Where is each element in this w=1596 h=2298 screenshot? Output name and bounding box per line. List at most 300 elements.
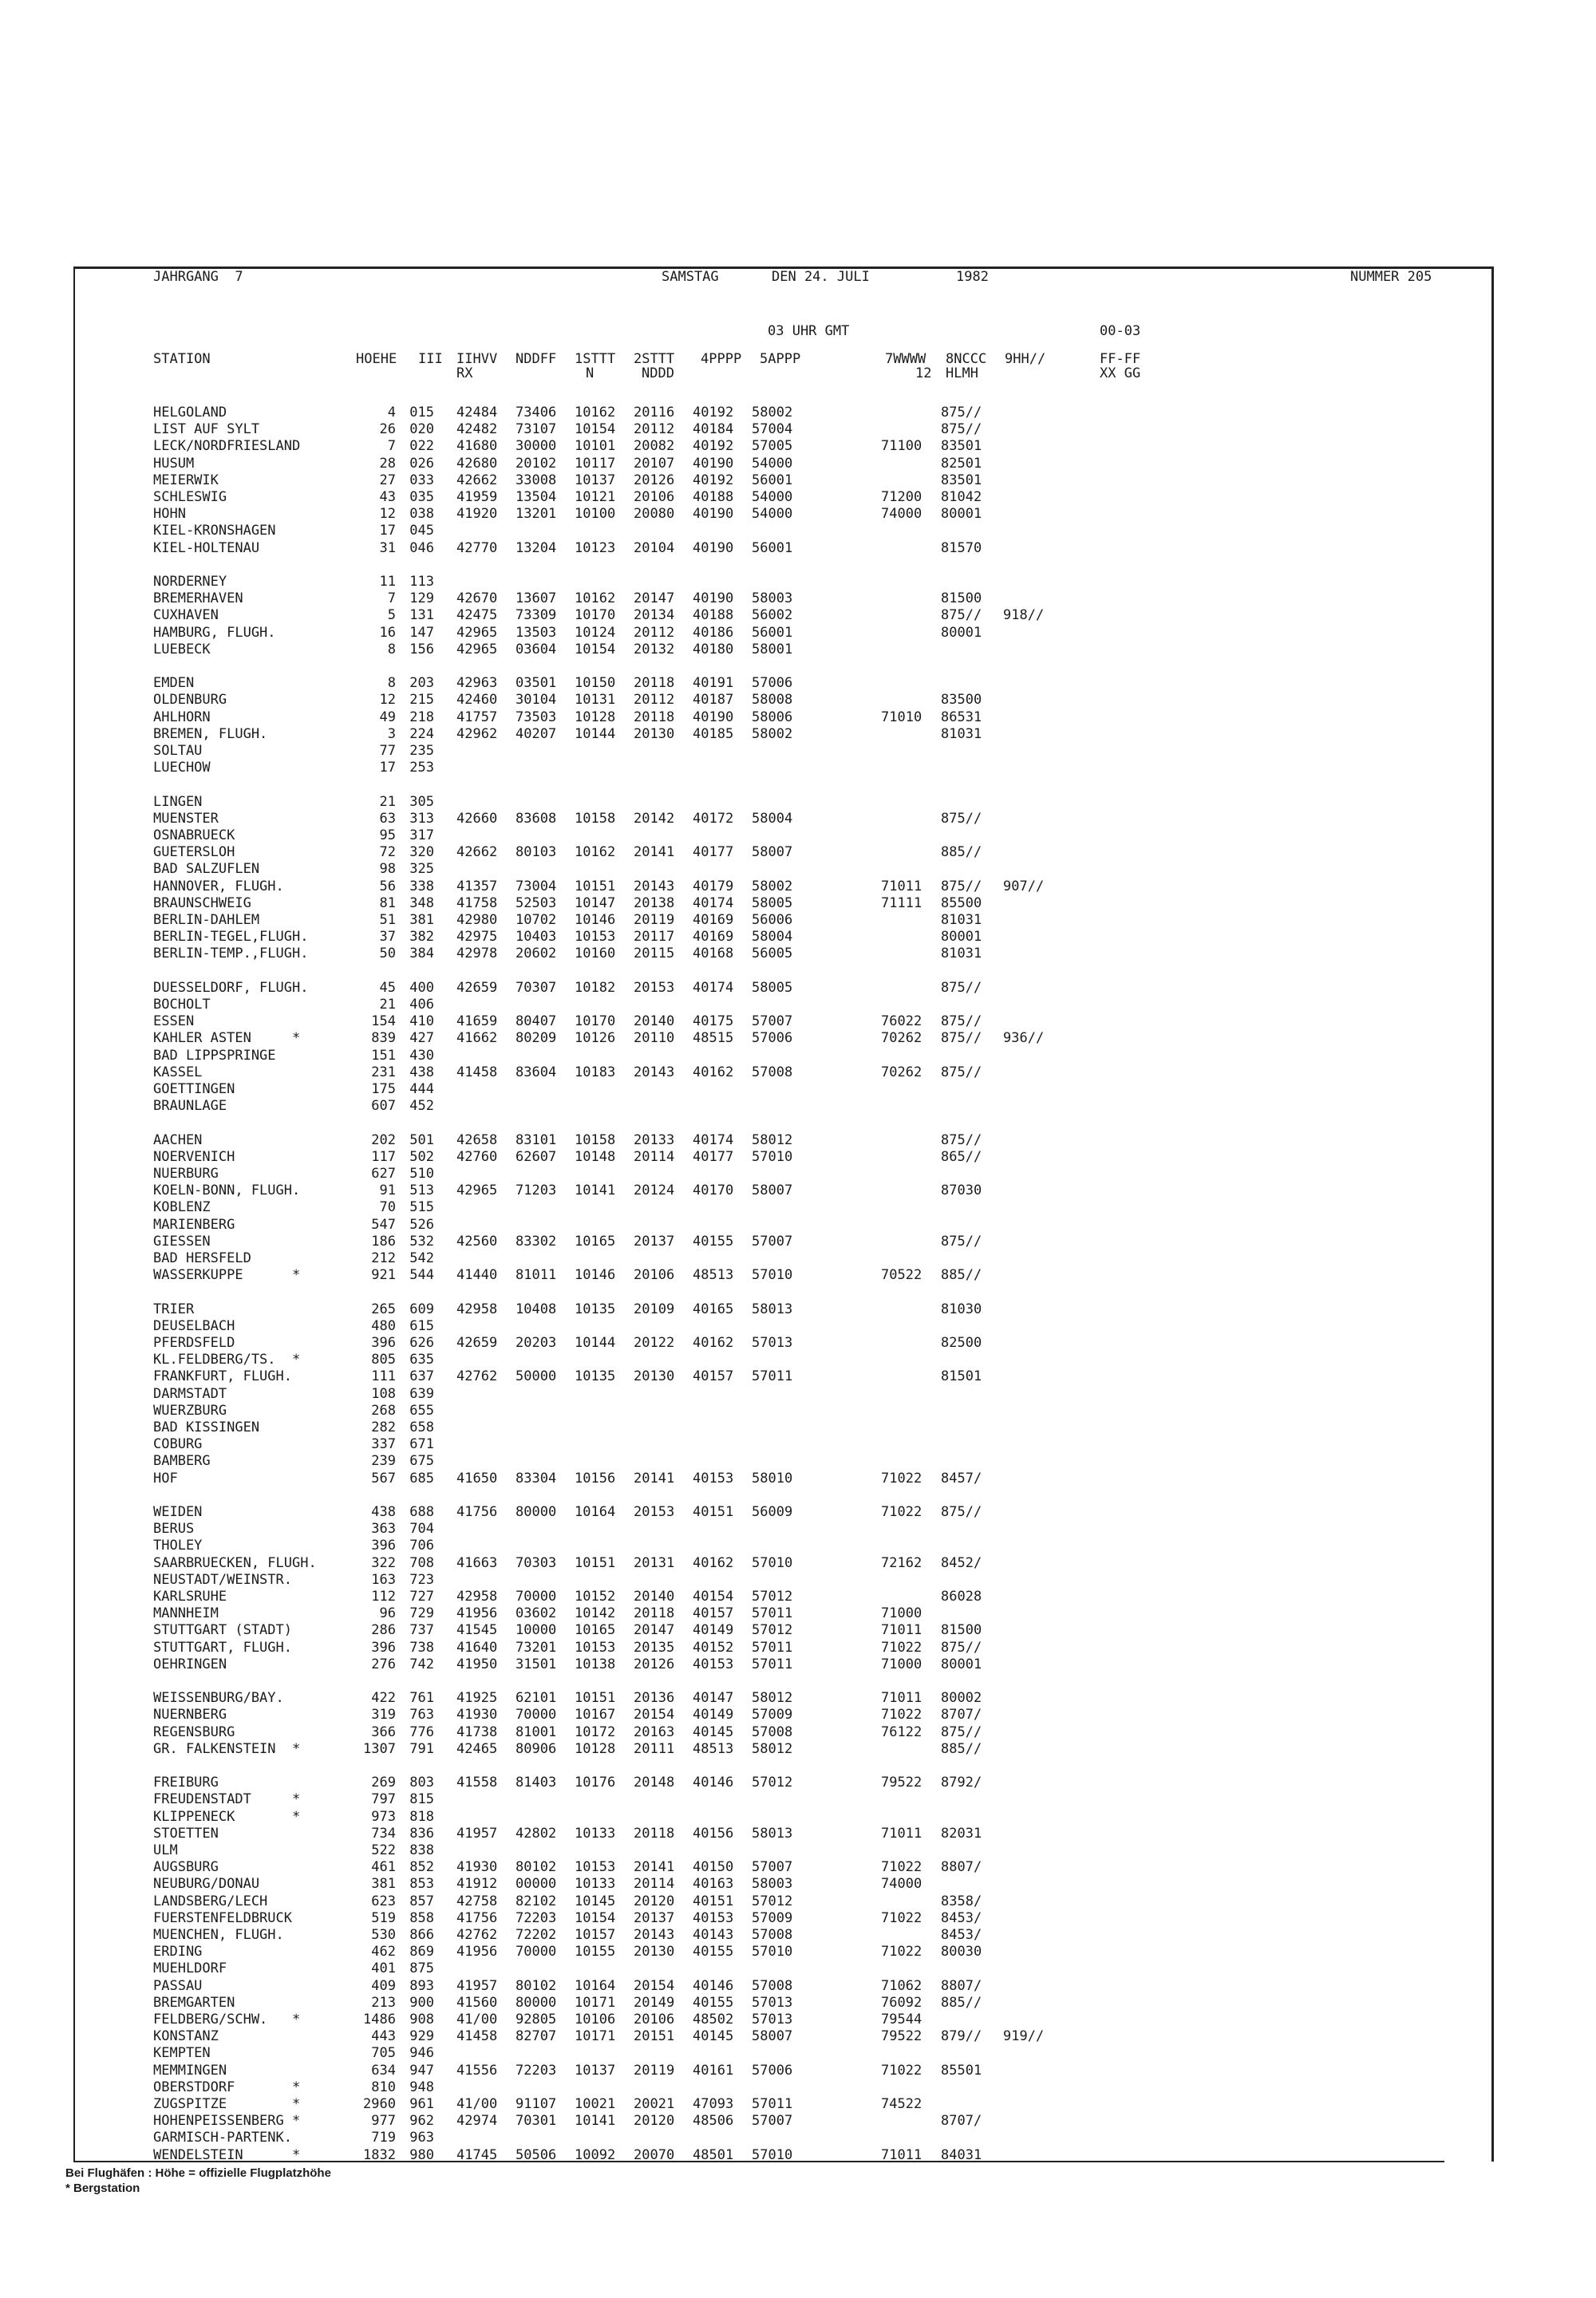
table-row	[75, 1199, 1495, 1216]
nddff-value: 30000	[516, 438, 557, 455]
sttt2-value: 20082	[634, 438, 675, 455]
station-name: BREMERHAVEN	[153, 590, 243, 607]
table-row	[75, 1589, 1495, 1605]
iihvv-value: 42658	[456, 1131, 498, 1148]
col-8nccc-sub: HLMH	[946, 365, 978, 381]
iii-value: 818	[409, 1808, 434, 1825]
table-row	[75, 709, 1495, 726]
iii-value: 869	[409, 1944, 434, 1960]
sttt2-value: 20119	[634, 912, 675, 928]
hoehe-value: 8	[387, 641, 396, 657]
station-name: KASSEL	[153, 1064, 203, 1080]
table-row	[75, 1386, 1495, 1403]
appp5-value: 57010	[752, 2146, 793, 2163]
appp5-value: 57010	[752, 1944, 793, 1960]
iii-value: 704	[409, 1521, 434, 1538]
nddff-value: 40207	[516, 725, 557, 742]
appp5-value: 57012	[752, 1775, 793, 1791]
nddff-value: 13504	[516, 489, 557, 505]
table-row	[75, 794, 1495, 811]
nccc8-value: 875//	[941, 1639, 982, 1656]
nddff-value: 72202	[516, 1927, 557, 1943]
nddff-value: 73004	[516, 878, 557, 894]
iii-value: 384	[409, 946, 434, 962]
sttt1-value: 10146	[575, 1267, 616, 1284]
hoehe-value: 45	[379, 979, 396, 996]
appp5-value: 57008	[752, 1724, 793, 1740]
station-name: ESSEN	[153, 1013, 195, 1030]
station-name: GOETTINGEN	[153, 1081, 235, 1097]
appp5-value: 57007	[752, 1859, 793, 1876]
table-row	[75, 1826, 1495, 1842]
col-1sttt-sub: N	[586, 365, 595, 381]
nddff-value: 92805	[516, 2012, 557, 2028]
sttt1-value: 10153	[575, 1859, 616, 1876]
iihvv-value: 41458	[456, 2028, 498, 2045]
sttt2-value: 20106	[634, 2012, 675, 2028]
hoehe-value: 462	[371, 1944, 396, 1960]
date-label: DEN 24. JULI	[772, 269, 870, 285]
nddff-value: 00000	[516, 1876, 557, 1893]
sttt2-value: 20080	[634, 506, 675, 523]
sttt2-value: 20106	[634, 1267, 675, 1284]
pppp4-value: 40177	[693, 1148, 734, 1165]
sttt1-value: 10156	[575, 1470, 616, 1487]
iii-value: 218	[409, 709, 434, 725]
pppp4-value: 40174	[693, 979, 734, 996]
table-row	[75, 879, 1495, 895]
iihvv-value: 41756	[456, 1504, 498, 1520]
iihvv-value: 42465	[456, 1740, 498, 1757]
nccc8-value: 875//	[941, 1724, 982, 1740]
iihvv-value: 42963	[456, 675, 498, 692]
sttt2-value: 20137	[634, 1233, 675, 1250]
nccc8-value: 875//	[941, 421, 982, 438]
station-name: OEHRINGEN	[153, 1656, 227, 1672]
ww7-value: 71111	[881, 894, 922, 911]
hoehe-value: 31	[379, 539, 396, 556]
pppp4-value: 40185	[693, 725, 734, 742]
appp5-value: 58012	[752, 1131, 793, 1148]
sttt1-value: 10153	[575, 1639, 616, 1656]
nddff-value: 13201	[516, 506, 557, 523]
sttt2-value: 20070	[634, 2146, 675, 2163]
station-name: NORDERNEY	[153, 574, 227, 590]
station-name: HAMBURG, FLUGH.	[153, 624, 276, 641]
nddff-value: 70301	[516, 2113, 557, 2130]
sttt2-value: 20141	[634, 844, 675, 861]
table-row	[75, 1893, 1495, 1910]
iii-value: 026	[409, 455, 434, 472]
pppp4-value: 40177	[693, 844, 734, 861]
table-row	[75, 1724, 1495, 1741]
pppp4-value: 40170	[693, 1183, 734, 1199]
pppp4-value: 40188	[693, 489, 734, 505]
nccc8-value: 8358/	[941, 1893, 982, 1909]
table-row	[75, 1081, 1495, 1098]
sttt1-value: 10171	[575, 1994, 616, 2011]
nddff-value: 80906	[516, 1740, 557, 1757]
table-row	[75, 1183, 1495, 1199]
appp5-value: 57011	[752, 1656, 793, 1672]
iii-value: 761	[409, 1690, 434, 1707]
table-row	[75, 1132, 1495, 1149]
pppp4-value: 40162	[693, 1554, 734, 1571]
iii-value: 501	[409, 1131, 434, 1148]
appp5-value: 57013	[752, 1335, 793, 1351]
iii-value: 635	[409, 1352, 434, 1368]
hoehe-value: 480	[371, 1317, 396, 1334]
hoehe-value: 21	[379, 793, 396, 810]
ww7-value: 76122	[881, 1724, 922, 1740]
appp5-value: 57012	[752, 1589, 793, 1605]
table-row	[75, 861, 1495, 878]
sttt2-value: 20138	[634, 894, 675, 911]
hoehe-value: 319	[371, 1707, 396, 1724]
iihvv-value: 41745	[456, 2146, 498, 2163]
iii-value: 400	[409, 979, 434, 996]
ww7-value: 76022	[881, 1013, 922, 1030]
sttt2-value: 20104	[634, 539, 675, 556]
appp5-value: 57008	[752, 1977, 793, 1994]
ww7-value: 71100	[881, 438, 922, 455]
pppp4-value: 40155	[693, 1944, 734, 1960]
table-row	[75, 1555, 1495, 1572]
iihvv-value: 42958	[456, 1301, 498, 1317]
sttt2-value: 20112	[634, 624, 675, 641]
pppp4-value: 40174	[693, 1131, 734, 1148]
sttt1-value: 10135	[575, 1368, 616, 1385]
nddff-value: 50506	[516, 2146, 557, 2163]
table-row	[75, 1521, 1495, 1538]
table-row	[75, 1368, 1495, 1385]
sttt1-value: 10092	[575, 2146, 616, 2163]
sttt2-value: 20140	[634, 1589, 675, 1605]
table-row	[75, 1978, 1495, 1995]
sttt1-value: 10145	[575, 1893, 616, 1909]
footnote-mountain: * Bergstation	[65, 2182, 140, 2195]
iii-value: 948	[409, 2079, 434, 2095]
appp5-value: 56002	[752, 607, 793, 624]
iihvv-value: 41458	[456, 1064, 498, 1080]
sttt1-value: 10164	[575, 1504, 616, 1520]
sttt2-value: 20142	[634, 810, 675, 827]
hoehe-value: 522	[371, 1842, 396, 1858]
hoehe-value: 51	[379, 912, 396, 928]
sttt1-value: 10138	[575, 1656, 616, 1672]
sttt1-value: 10150	[575, 675, 616, 692]
iii-value: 908	[409, 2012, 434, 2028]
iihvv-value: 42680	[456, 455, 498, 472]
table-row	[75, 1842, 1495, 1859]
iii-value: 742	[409, 1656, 434, 1672]
pppp4-value: 40151	[693, 1504, 734, 1520]
sttt2-value: 20153	[634, 979, 675, 996]
hoehe-value: 111	[371, 1368, 396, 1385]
appp5-value: 58002	[752, 878, 793, 894]
station-name: BERUS	[153, 1521, 195, 1538]
hoehe-value: 4	[387, 405, 396, 421]
hoehe-value: 396	[371, 1538, 396, 1554]
station-name: AHLHORN	[153, 709, 211, 725]
appp5-value: 57008	[752, 1927, 793, 1943]
iii-value: 406	[409, 997, 434, 1013]
nddff-value: 81011	[516, 1267, 557, 1284]
hoehe-value: 1307	[363, 1740, 396, 1757]
sttt1-value: 10154	[575, 641, 616, 657]
station-name: EMDEN	[153, 675, 195, 692]
iii-value: 410	[409, 1013, 434, 1030]
hoehe-value: 37	[379, 929, 396, 946]
pppp4-value: 40192	[693, 438, 734, 455]
table-row	[75, 2028, 1495, 2045]
table-row	[75, 523, 1495, 539]
nccc8-value: 80001	[941, 506, 982, 523]
pppp4-value: 40162	[693, 1335, 734, 1351]
table-row	[75, 506, 1495, 523]
nccc8-value: 81030	[941, 1301, 982, 1317]
sttt1-value: 10117	[575, 455, 616, 472]
iihvv-value: 42670	[456, 590, 498, 607]
nccc8-value: 8707/	[941, 2113, 982, 2130]
station-name: AUGSBURG	[153, 1859, 219, 1876]
pppp4-value: 40143	[693, 1927, 734, 1943]
sttt1-value: 10100	[575, 506, 616, 523]
iii-value: 224	[409, 725, 434, 742]
appp5-value: 58012	[752, 1690, 793, 1707]
ww7-value: 71022	[881, 1470, 922, 1487]
sttt1-value: 10154	[575, 421, 616, 438]
nddff-value: 83304	[516, 1470, 557, 1487]
iii-value: 526	[409, 1216, 434, 1233]
station-name: BERLIN-DAHLEM	[153, 912, 260, 928]
sttt2-value: 20119	[634, 2062, 675, 2079]
nddff-value: 03604	[516, 641, 557, 657]
time-range: 00-03	[1100, 323, 1141, 339]
pppp4-value: 40169	[693, 929, 734, 946]
iihvv-value: 41662	[456, 1030, 498, 1047]
table-row	[75, 1995, 1495, 2012]
nddff-value: 52503	[516, 894, 557, 911]
nddff-value: 50000	[516, 1368, 557, 1385]
pppp4-value: 40147	[693, 1690, 734, 1707]
nccc8-value: 8452/	[941, 1554, 982, 1571]
table-row	[75, 1436, 1495, 1453]
hoehe-value: 973	[371, 1808, 396, 1825]
sttt1-value: 10151	[575, 1690, 616, 1707]
hoehe-value: 1486	[363, 2012, 396, 2028]
iii-value: 791	[409, 1740, 434, 1757]
nddff-value: 83302	[516, 1233, 557, 1250]
ww7-value: 71022	[881, 1707, 922, 1724]
sttt2-value: 20118	[634, 675, 675, 692]
iii-value: 317	[409, 827, 434, 843]
sttt1-value: 10183	[575, 1064, 616, 1080]
nddff-value: 10408	[516, 1301, 557, 1317]
hoehe-value: 839	[371, 1030, 396, 1047]
iihvv-value: 42965	[456, 641, 498, 657]
pppp4-value: 40192	[693, 405, 734, 421]
table-row	[75, 946, 1495, 962]
sttt2-value: 20116	[634, 405, 675, 421]
appp5-value: 58004	[752, 810, 793, 827]
sttt2-value: 20154	[634, 1977, 675, 1994]
iihvv-value: 42975	[456, 929, 498, 946]
iihvv-value: 42660	[456, 810, 498, 827]
hh9-value: 918//	[1003, 607, 1045, 624]
sttt2-value: 20131	[634, 1554, 675, 1571]
pppp4-value: 40153	[693, 1470, 734, 1487]
nccc8-value: 82500	[941, 1335, 982, 1351]
station-name: FRANKFURT, FLUGH.	[153, 1368, 292, 1385]
pppp4-value: 40150	[693, 1859, 734, 1876]
nddff-value: 72203	[516, 1909, 557, 1926]
hoehe-value: 11	[379, 574, 396, 590]
station-name: HUSUM	[153, 455, 195, 472]
iii-value: 727	[409, 1589, 434, 1605]
hoehe-value: 98	[379, 861, 396, 878]
sttt1-value: 10158	[575, 1131, 616, 1148]
nccc8-value: 885//	[941, 1267, 982, 1284]
nccc8-value: 81031	[941, 946, 982, 962]
hoehe-value: 547	[371, 1216, 396, 1233]
pppp4-value: 47093	[693, 2096, 734, 2112]
station-name: BERLIN-TEGEL,FLUGH.	[153, 929, 309, 946]
hoehe-value: 705	[371, 2045, 396, 2062]
table-row	[75, 1622, 1495, 1639]
nccc8-value: 875//	[941, 979, 982, 996]
ww7-value: 71022	[881, 2062, 922, 2079]
table-row	[75, 827, 1495, 844]
station-name: GARMISCH-PARTENK.	[153, 2130, 292, 2146]
appp5-value: 56006	[752, 912, 793, 928]
appp5-value: 57009	[752, 1909, 793, 1926]
hoehe-value: 43	[379, 489, 396, 505]
station-name: LECK/NORDFRIESLAND	[153, 438, 301, 455]
iii-value: 325	[409, 861, 434, 878]
table-row	[75, 1267, 1495, 1284]
nddff-value: 80102	[516, 1977, 557, 1994]
appp5-value: 57005	[752, 438, 793, 455]
station-name: ERDING	[153, 1944, 203, 1960]
sttt2-value: 20111	[634, 1740, 675, 1757]
iii-value: 626	[409, 1335, 434, 1351]
nddff-value: 70303	[516, 1554, 557, 1571]
pppp4-value: 40186	[693, 624, 734, 641]
table-row	[75, 540, 1495, 557]
nccc8-value: 875//	[941, 810, 982, 827]
station-name: STUTTGART, FLUGH.	[153, 1639, 292, 1656]
iihvv-value: 42482	[456, 421, 498, 438]
appp5-value: 57012	[752, 1893, 793, 1909]
iihvv-value: 42762	[456, 1368, 498, 1385]
table-row	[75, 1927, 1495, 1944]
nddff-value: 80000	[516, 1994, 557, 2011]
iii-value: 688	[409, 1504, 434, 1520]
col-2sttt: 2STTT	[634, 351, 675, 367]
col-iii: III	[418, 351, 443, 367]
appp5-value: 57011	[752, 2096, 793, 2112]
table-row	[75, 1352, 1495, 1368]
ww7-value: 79522	[881, 1775, 922, 1791]
table-row	[75, 1775, 1495, 1791]
nccc8-value: 865//	[941, 1148, 982, 1165]
appp5-value: 58002	[752, 725, 793, 742]
pppp4-value: 40175	[693, 1013, 734, 1030]
sttt2-value: 20120	[634, 2113, 675, 2130]
sttt2-value: 20147	[634, 1622, 675, 1639]
iii-value: 313	[409, 810, 434, 827]
table-row	[75, 1149, 1495, 1166]
ww7-value: 71000	[881, 1605, 922, 1622]
station-name: BRAUNSCHWEIG	[153, 894, 251, 911]
hoehe-value: 202	[371, 1131, 396, 1148]
sttt2-value: 20114	[634, 1148, 675, 1165]
table-row	[75, 405, 1495, 421]
ww7-value: 71011	[881, 2146, 922, 2163]
sttt1-value: 10144	[575, 1335, 616, 1351]
table-row	[75, 1335, 1495, 1352]
sttt1-value: 10172	[575, 1724, 616, 1740]
col-7wwww: 7WWWW	[885, 351, 926, 367]
table-row	[75, 1791, 1495, 1808]
nddff-value: 70307	[516, 979, 557, 996]
iii-value: 729	[409, 1605, 434, 1622]
station-name: BOCHOLT	[153, 997, 211, 1013]
pppp4-value: 40146	[693, 1977, 734, 1994]
station-name: BREMGARTEN	[153, 1994, 235, 2011]
iii-value: 708	[409, 1554, 434, 1571]
iii-value: 045	[409, 523, 434, 539]
nccc8-value: 8453/	[941, 1909, 982, 1926]
appp5-value: 58006	[752, 709, 793, 725]
iihvv-value: 41950	[456, 1656, 498, 1672]
pppp4-value: 48513	[693, 1267, 734, 1284]
issue-number: NUMMER 205	[1350, 269, 1432, 285]
hoehe-value: 607	[371, 1098, 396, 1115]
col-station: STATION	[153, 351, 211, 367]
sttt1-value: 10101	[575, 438, 616, 455]
iii-value: 235	[409, 743, 434, 759]
hoehe-value: 268	[371, 1402, 396, 1419]
ww7-value: 71011	[881, 878, 922, 894]
iihvv-value: 42475	[456, 607, 498, 624]
iii-value: 671	[409, 1436, 434, 1453]
pppp4-value: 40149	[693, 1707, 734, 1724]
table-row	[75, 574, 1495, 590]
nccc8-value: 875//	[941, 1504, 982, 1520]
nccc8-value: 80001	[941, 929, 982, 946]
table-bottom-rule	[73, 2161, 1444, 2162]
iihvv-value: 42980	[456, 912, 498, 928]
iii-value: 452	[409, 1098, 434, 1115]
table-row	[75, 642, 1495, 658]
ww7-value: 71022	[881, 1504, 922, 1520]
station-name: TRIER	[153, 1301, 195, 1317]
sttt1-value: 10131	[575, 692, 616, 709]
nddff-value: 82707	[516, 2028, 557, 2045]
col-ff: FF-FF	[1100, 351, 1141, 367]
hoehe-value: 409	[371, 1977, 396, 1994]
hoehe-value: 49	[379, 709, 396, 725]
pppp4-value: 40190	[693, 709, 734, 725]
iii-value: 946	[409, 2045, 434, 2062]
pppp4-value: 48501	[693, 2146, 734, 2163]
hoehe-value: 401	[371, 1960, 396, 1977]
hoehe-value: 734	[371, 1825, 396, 1842]
col-hoehe: HOEHE	[356, 351, 397, 367]
year-label: 1982	[956, 269, 989, 285]
